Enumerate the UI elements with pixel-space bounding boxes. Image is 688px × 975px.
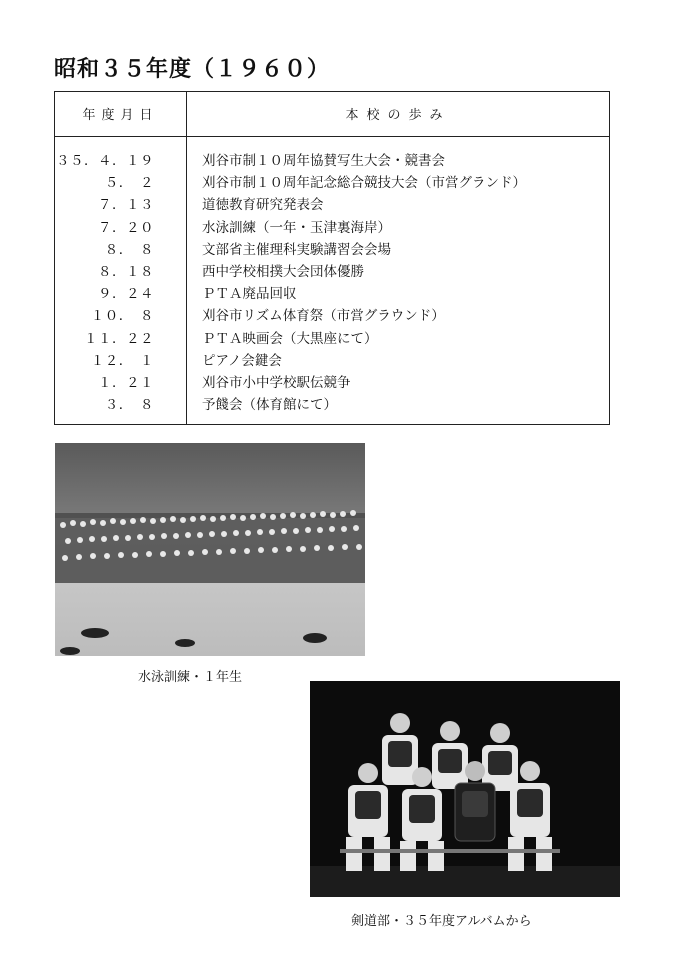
photo-caption: 剣道部・３５年度アルバムから (351, 914, 532, 929)
table-row (55, 193, 609, 215)
row-date: １１．２２ (84, 330, 154, 347)
table-row (55, 282, 609, 304)
row-date: ３． ８ (104, 397, 154, 414)
row-event: 刈谷市制１０周年記念総合競技大会（市営グランド） (202, 175, 526, 192)
swimming-training-photo (55, 443, 365, 656)
row-event: ＰＴＡ廃品回収 (202, 286, 297, 303)
table-row (55, 371, 609, 393)
row-date: ９．２４ (98, 286, 154, 303)
table-row (55, 327, 609, 349)
table-header (55, 92, 609, 137)
table-row (55, 260, 609, 282)
page-title: 昭和３５年度（１９６０） (54, 56, 331, 82)
history-table (54, 91, 610, 425)
table-row (55, 349, 609, 371)
table-row (55, 304, 609, 326)
row-event: 刈谷市制１０周年協賛写生大会・競書会 (202, 153, 445, 169)
table-row (55, 171, 609, 193)
row-date: ７．２０ (98, 219, 154, 236)
row-date: ７．１３ (98, 197, 154, 214)
photo-caption: 水泳訓練・１年生 (138, 670, 243, 685)
table-row (55, 149, 609, 171)
row-event: 水泳訓練（一年・玉津裏海岸） (202, 219, 391, 236)
row-event: ピアノ会鍵会 (202, 352, 282, 369)
row-date: ５． ２ (104, 175, 154, 192)
row-date: １０． ８ (90, 308, 154, 325)
table-body (55, 149, 609, 415)
row-date: １．２１ (98, 374, 154, 391)
table-row (55, 393, 609, 415)
row-event: 道徳教育研究発表会 (202, 197, 324, 214)
row-date: ８．１８ (98, 263, 154, 280)
table-row (55, 216, 609, 238)
kendo-club-photo (310, 681, 620, 897)
row-event: 予餞会（体育館にて） (202, 397, 337, 414)
row-event: ＰＴＡ映画会（大黒座にて） (202, 330, 378, 347)
row-date: １２． １ (90, 352, 154, 369)
row-event: 刈谷市リズム体育祭（市営グラウンド） (202, 308, 445, 325)
row-date: ８． ８ (104, 241, 154, 258)
row-event: 文部省主催理科実験講習会会場 (202, 241, 391, 258)
row-event: 刈谷市小中学校駅伝競争 (202, 374, 351, 391)
row-event: 西中学校相撲大会団体優勝 (202, 263, 364, 280)
header-event: 本校の歩み (345, 108, 451, 123)
header-date: 年度月日 (82, 108, 159, 123)
row-date: ３５．４．１９ (56, 153, 154, 169)
table-row (55, 238, 609, 260)
